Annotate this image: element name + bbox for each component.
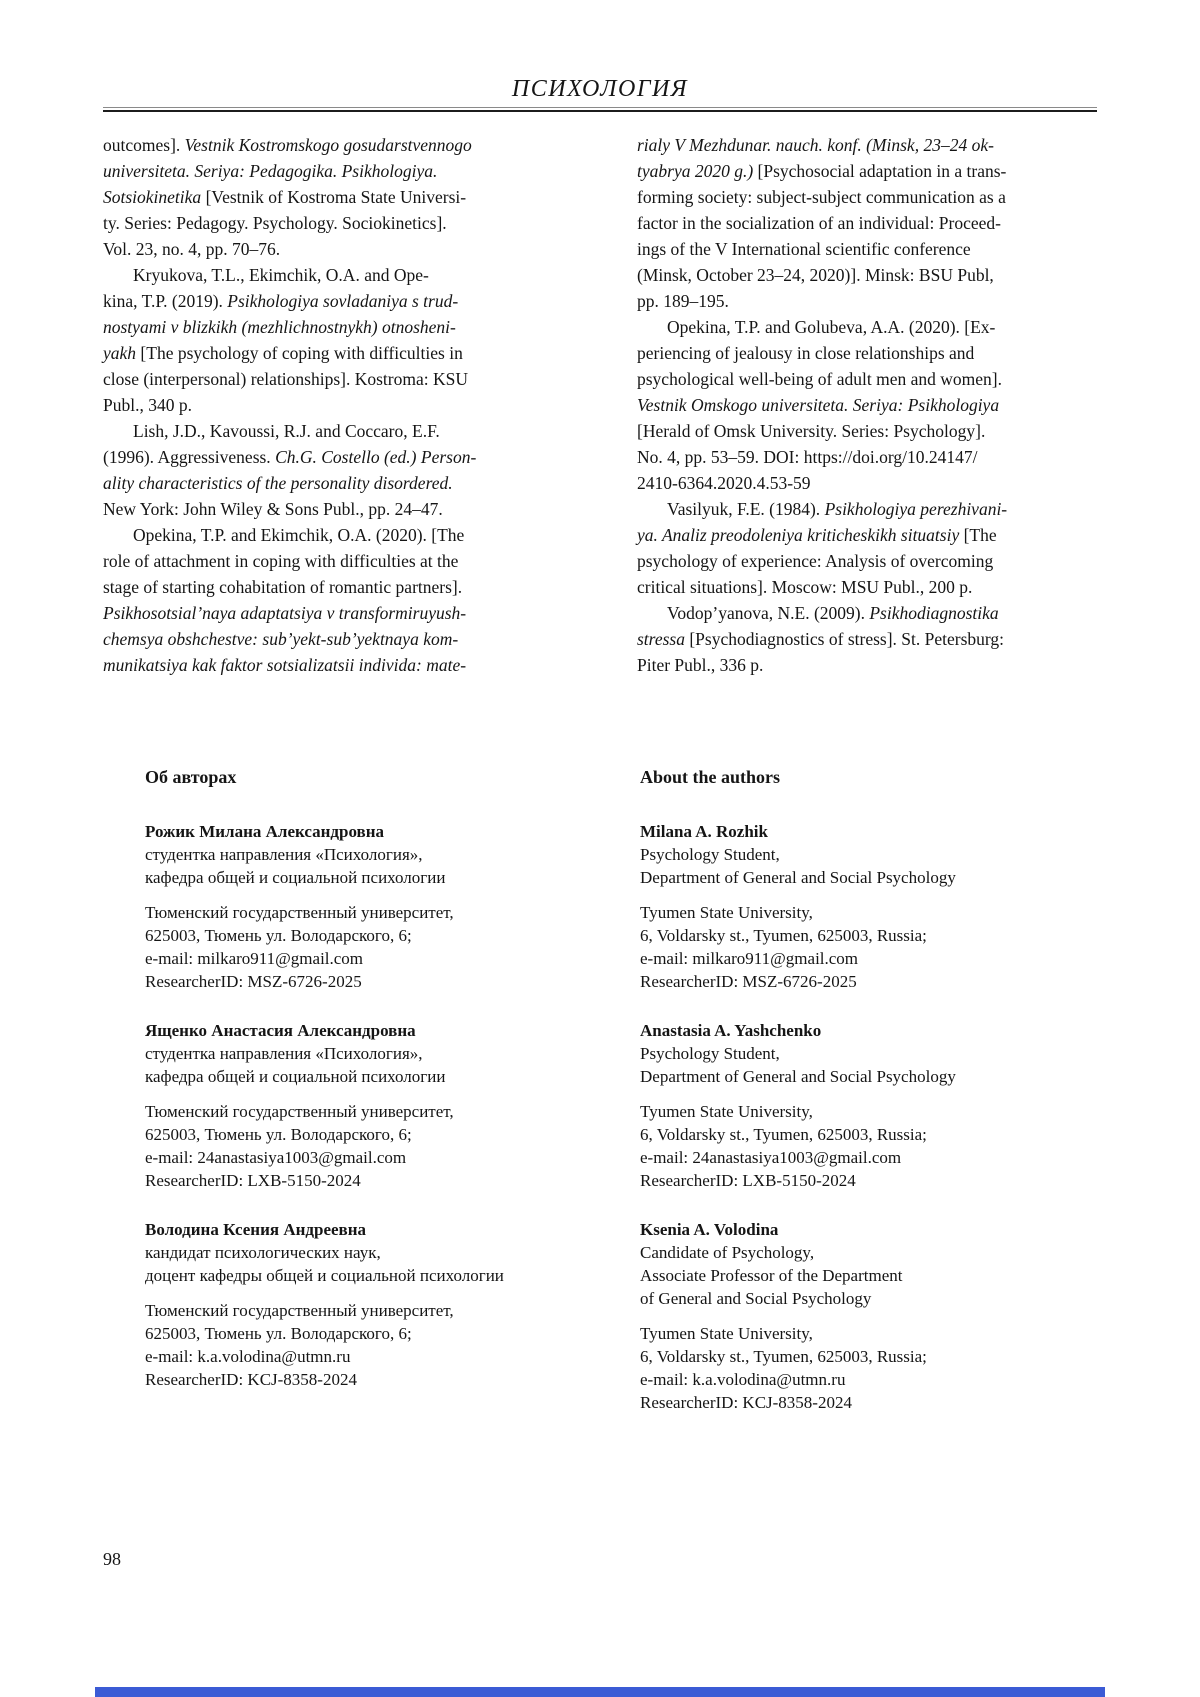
reference-text-segment: [The psychology of experience: Analysis of overcoming critical situations]. Moscow: MSU Publ., 200 p.	[637, 525, 997, 597]
author-affiliation	[145, 901, 640, 993]
author-affiliation	[145, 1100, 640, 1192]
author-affiliation-line: 625003, Тюмень ул. Володарского, 6;	[145, 1125, 412, 1144]
author-affiliation-line: ResearcherID: KCJ-8358-2024	[145, 1370, 357, 1389]
author-affiliation-line: 6, Voldarsky st., Tyumen, 625003, Russia;	[640, 1125, 927, 1144]
reference-entry	[103, 132, 587, 262]
author-affiliation-line: ResearcherID: MSZ-6726-2025	[640, 972, 857, 991]
running-head-title: ПСИХОЛОГИЯ	[511, 76, 689, 102]
author-affiliation-line: Tyumen State University,	[640, 1324, 813, 1343]
author-affiliation	[640, 901, 1145, 993]
author-affiliation-line: ResearcherID: MSZ-6726-2025	[145, 972, 362, 991]
reference-text-segment: [Vestnik of Kostroma State Universi- ty. Series: Pedagogy. Psychology. Sociokinetics]. Vol. 23, no. 4, pp. 70–76.	[103, 187, 467, 259]
reference-italic-segment: Psikhodiagnostika stressa	[637, 603, 999, 649]
author-affiliation-line: 625003, Тюмень ул. Володарского, 6;	[145, 1324, 412, 1343]
about-authors-heading-en: About the authors	[640, 767, 781, 787]
reference-entry	[637, 600, 1097, 678]
author-role-line: студентка направления «Психология»,	[145, 845, 423, 864]
author-role-line: of General and Social Psychology	[640, 1289, 872, 1308]
author-name: Milana A. Rozhik	[640, 822, 768, 841]
author-affiliation	[640, 1322, 1145, 1414]
reference-italic-segment: Ch.G. Costello (ed.) Person- ality characteristics of the personality disordered.	[103, 447, 477, 493]
about-authors-heading-ru: Об авторах	[145, 767, 237, 787]
reference-text-segment: [Psychosocial adaptation in a trans- forming society: subject-subject communication as a factor in the socialization of an individual: Proceed- ings of the V International scientific conference (Minsk, October 23–24, 2020)]. Minsk: BSU Publ, pp. 189–195.	[637, 161, 1007, 311]
author-role-line: Associate Professor of the Department	[640, 1266, 903, 1285]
references-columns	[103, 132, 1097, 678]
author-affiliation-line: e-mail: milkaro911@gmail.com	[145, 949, 364, 968]
reference-entry	[103, 262, 587, 418]
author-role-line: кафедра общей и социальной психологии	[145, 868, 446, 887]
author-affiliation-line: e-mail: 24anastasiya1003@gmail.com	[640, 1148, 902, 1167]
author-affiliation-line: Tyumen State University,	[640, 1102, 813, 1121]
author-affiliation-line: 6, Voldarsky st., Tyumen, 625003, Russia;	[640, 1347, 927, 1366]
author-row	[145, 1218, 1145, 1414]
author-name: Ksenia A. Volodina	[640, 1220, 779, 1239]
author-block-ru	[145, 1218, 640, 1414]
reference-text-segment: Lish, J.D., Kavoussi, R.J. and Coccaro, E.F. (1996). Aggressiveness.	[103, 421, 440, 467]
author-affiliation-line: Тюменский государственный университет,	[145, 1102, 454, 1121]
author-affiliation-line: 6, Voldarsky st., Tyumen, 625003, Russia;	[640, 926, 927, 945]
footer-decoration-bar	[95, 1687, 1105, 1697]
header-rule	[103, 107, 1097, 112]
author-block-en	[640, 820, 1145, 993]
reference-text-segment: Vasilyuk, F.E. (1984).	[667, 499, 825, 519]
reference-italic-segment: Vestnik Kostromskogo gosudarstvennogo universiteta. Seriya: Pedagogika. Psikhologiya. Sotsiokinetika	[103, 135, 472, 207]
author-block-en	[640, 1218, 1145, 1414]
reference-text-segment: Opekina, T.P. and Ekimchik, O.A. (2020). [The role of attachment in coping with difficulties at the stage of starting cohabitation of romantic partners].	[103, 525, 465, 597]
author-affiliation-line: Tyumen State University,	[640, 903, 813, 922]
reference-entry	[103, 522, 587, 678]
header-rule-thick-line	[103, 110, 1097, 112]
author-role-line: Department of General and Social Psychology	[640, 1067, 956, 1086]
reference-italic-segment: Psikhologiya perezhivani- ya. Analiz preodoleniya kriticheskikh situatsiy	[637, 499, 1008, 545]
author-affiliation	[640, 1100, 1145, 1192]
author-name: Ященко Анастасия Александровна	[145, 1021, 416, 1040]
author-role-line: Psychology Student,	[640, 1044, 780, 1063]
author-block-en	[640, 1019, 1145, 1192]
page-number: 98	[103, 1549, 121, 1569]
author-name: Рожик Милана Александровна	[145, 822, 385, 841]
reference-text-segment: outcomes].	[103, 135, 185, 155]
references-right-column	[637, 132, 1097, 678]
author-row	[145, 1019, 1145, 1192]
author-name: Anastasia A. Yashchenko	[640, 1021, 822, 1040]
author-role-line: кандидат психологических наук,	[145, 1243, 381, 1262]
author-role-line: кафедра общей и социальной психологии	[145, 1067, 446, 1086]
about-authors-section	[145, 766, 1145, 1440]
reference-text-segment: [Herald of Omsk University. Series: Psychology]. No. 4, pp. 53–59. DOI: https://doi.org/10.24147/ 2410-6364.2020.4.53-59	[637, 421, 986, 493]
reference-italic-segment: Psikhologiya sovladaniya s trud- nostyami v blizkikh (mezhlichnostnykh) otnosheni- yakh	[103, 291, 459, 363]
author-role-line: Psychology Student,	[640, 845, 780, 864]
author-role-line: Candidate of Psychology,	[640, 1243, 815, 1262]
author-affiliation-line: e-mail: k.a.volodina@utmn.ru	[640, 1370, 846, 1389]
reference-entry	[637, 132, 1097, 314]
reference-text-segment: Opekina, T.P. and Golubeva, A.A. (2020). [Ex- periencing of jealousy in close relationships and psychological well-being of adult men and women].	[637, 317, 1002, 389]
reference-text-segment: New York: John Wiley & Sons Publ., pp. 24–47.	[103, 499, 443, 519]
author-affiliation-line: ResearcherID: LXB-5150-2024	[145, 1171, 361, 1190]
author-affiliation-line: ResearcherID: LXB-5150-2024	[640, 1171, 856, 1190]
author-role-line: доцент кафедры общей и социальной психологии	[145, 1266, 504, 1285]
references-left-column	[103, 132, 587, 678]
author-block-ru	[145, 820, 640, 993]
reference-entry	[103, 418, 587, 522]
reference-text-segment: [The psychology of coping with difficulties in close (interpersonal) relationships]. Kostroma: KSU Publ., 340 p.	[103, 343, 468, 415]
author-name: Володина Ксения Андреевна	[145, 1220, 367, 1239]
reference-italic-segment: Vestnik Omskogo universiteta. Seriya: Psikhologiya	[637, 395, 1000, 415]
reference-text-segment: Vodop’yanova, N.E. (2009).	[667, 603, 870, 623]
author-affiliation	[145, 1299, 640, 1391]
author-affiliation-line: e-mail: 24anastasiya1003@gmail.com	[145, 1148, 407, 1167]
reference-italic-segment: rialy V Mezhdunar. nauch. konf. (Minsk, 23–24 ok- tyabrya 2020 g.)	[637, 135, 994, 181]
author-affiliation-line: e-mail: k.a.volodina@utmn.ru	[145, 1347, 351, 1366]
author-affiliation-line: 625003, Тюмень ул. Володарского, 6;	[145, 926, 412, 945]
author-affiliation-line: Тюменский государственный университет,	[145, 903, 454, 922]
author-affiliation-line: Тюменский государственный университет,	[145, 1301, 454, 1320]
author-affiliation-line: e-mail: milkaro911@gmail.com	[640, 949, 859, 968]
reference-italic-segment: Psikhosotsial’naya adaptatsiya v transformiruyush- chemsya obshchestve: sub’yekt-sub’yektnaya kom- munikatsiya kak faktor sotsializatsii individa: mate-	[103, 603, 467, 675]
author-row	[145, 820, 1145, 993]
author-affiliation-line: ResearcherID: KCJ-8358-2024	[640, 1393, 852, 1412]
author-role-line: студентка направления «Психология»,	[145, 1044, 423, 1063]
reference-entry	[637, 314, 1097, 496]
reference-text-segment: [Psychodiagnostics of stress]. St. Petersburg: Piter Publ., 336 p.	[637, 629, 1005, 675]
header-rule-thin-line	[103, 107, 1097, 108]
authors-rows	[145, 820, 1145, 1414]
author-block-ru	[145, 1019, 640, 1192]
reference-text-segment: Kryukova, T.L., Ekimchik, O.A. and Ope- kina, T.P. (2019).	[103, 265, 429, 311]
author-role-line: Department of General and Social Psychology	[640, 868, 956, 887]
about-authors-headings	[145, 766, 1145, 789]
reference-entry	[637, 496, 1097, 600]
